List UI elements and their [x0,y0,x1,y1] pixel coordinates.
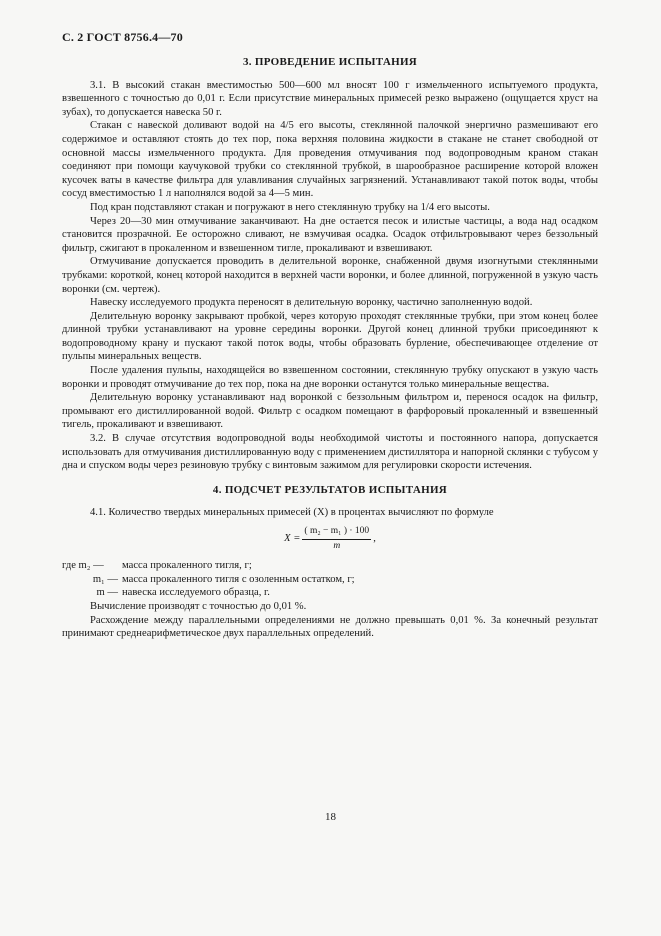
section-4-heading: 4. ПОДСЧЕТ РЕЗУЛЬТАТОВ ИСПЫТАНИЯ [212,483,448,496]
legend-text: масса прокаленного тигля, г; [122,560,252,572]
paragraph-3-1-e: Отмучивание допускается проводить в делительной воронке, снабженной двумя изогнутыми стеклянными трубками: короткой, конец которой находится в верхней части воронки, и более длинной, погруженной в узкую часть воронки (см. чертеж). [62,256,598,295]
paragraph-3-1: 3.1. В высокий стакан вместимостью 500—600 мл вносят 100 г измельченного испытуемого продукта, взвешенного с точностью до 0,01 г. Если присутствие минеральных примесей резко выражено (ощущается хруст на зубах), то допускается навеска 50 г. [62,79,598,118]
legend-row [62,573,598,587]
paragraph-4-result: Расхождение между параллельными определениями не должно превышать 0,01 %. За конечный результат принимают среднеарифметическое двух параллельных определений. [62,614,598,640]
legend-text: навеска исследуемого образца, г. [122,587,270,599]
paragraph-3-1-h: После удаления пульпы, находящейся во взвешенном состоянии, стеклянную трубку опускают в узкую часть воронки и проводят отмучивание до тех пор, пока на дне воронки останутся только минеральные вещества. [62,365,598,390]
formula-table [282,525,378,553]
legend-row [62,559,598,573]
paragraph-4-1: 4.1. Количество твердых минеральных примесей (X) в процентах вычисляют по формуле [90,507,494,519]
formula-trail: , [373,533,376,545]
formula-numerator: ( m₂ − m₁ ) · 100 [302,525,371,539]
page-content [62,56,598,641]
section-3-heading: 3. ПРОВЕДЕНИЕ ИСПЫТАНИЯ [242,56,418,68]
paragraph-4-precision: Вычисление производят с точностью до 0,01 %. [90,600,307,612]
legend-symbol: m₁ — [92,573,118,585]
paragraph-3-2: 3.2. В случае отсутствия водопроводной воды необходимой чистоты и постоянного напора, допускается использовать для отмучивания дистиллированную воду с применением дистиллятора и напорной склянки с тубусом у дна и спуском воды через резиновую трубку с винтовым зажимом для регулировки скорости истечения. [62,433,598,472]
paragraph-3-1-d: Через 20—30 мин отмучивание заканчивают. На дне остается песок и илистые частицы, а вода над осадком становится прозрачной. Ее осторожно сливают, не взмучивая осадка. Осадок отфильтровывают через беззольный фильтр, сжигают в прокаленном и взвешенном тигле, прокаливают и взвешивают. [62,215,598,254]
page-header: С. 2 ГОСТ 8756.4—70 [62,30,183,44]
formula [62,525,598,553]
legend-row [62,586,598,600]
paragraph-3-1-i: Делительную воронку устанавливают над воронкой с беззольным фильтром и, перенося осадок на фильтр, промывают его дистиллированной водой. Фильтр с осадком помещают в фарфоровый прокаленный и взвешенный тигель, прокаливают и взвешивают. [62,392,598,431]
paragraph-3-1-c: Под кран подставляют стакан и погружают в него стеклянную трубку на 1/4 его высоты. [90,201,490,213]
legend-symbol: где m₂ — [62,560,104,572]
legend-symbol: m — [96,587,118,599]
paragraph-3-1-f: Навеску исследуемого продукта переносят в делительную воронку, частично заполненную водой. [90,297,533,309]
page-number: 18 [325,811,336,823]
formula-denominator: m [333,540,341,551]
formula-legend [62,559,598,600]
formula-lhs: X = [284,533,301,545]
paragraph-3-1-g: Делительную воронку закрывают пробкой, через которую проходят стеклянные трубки, при этом конец более длинной трубки устанавливают на уровне середины воронки. Другой конец длинной трубки присоединяют к водопроводному крану и пускают такой поток воды, чтобы образовать бурление, обеспечивающее отделение от пульпы минеральных веществ. [62,310,598,363]
paragraph-3-1-b: Стакан с навеской доливают водой на 4/5 его высоты, стеклянной палочкой энергично размешивают его содержимое и оставляют стоять до тех пор, пока верхняя половина жидкости в стакане не станет свободной от основной массы измельченного продукта. Для проведения отмучивания под водопроводным краном стакан соединяют при помощи каучуковой трубки со стеклянной трубкой, в шарообразное расширение которой вложен кусочек ваты в качестве фильтра для улавливания случайных загрязнений. Устанавливают такой поток воды, чтобы сосуд вместимостью 1 л наполнялся водой за 4—5 мин. [62,120,598,200]
legend-text: масса прокаленного тигля с озоленным остатком, г; [122,573,355,585]
